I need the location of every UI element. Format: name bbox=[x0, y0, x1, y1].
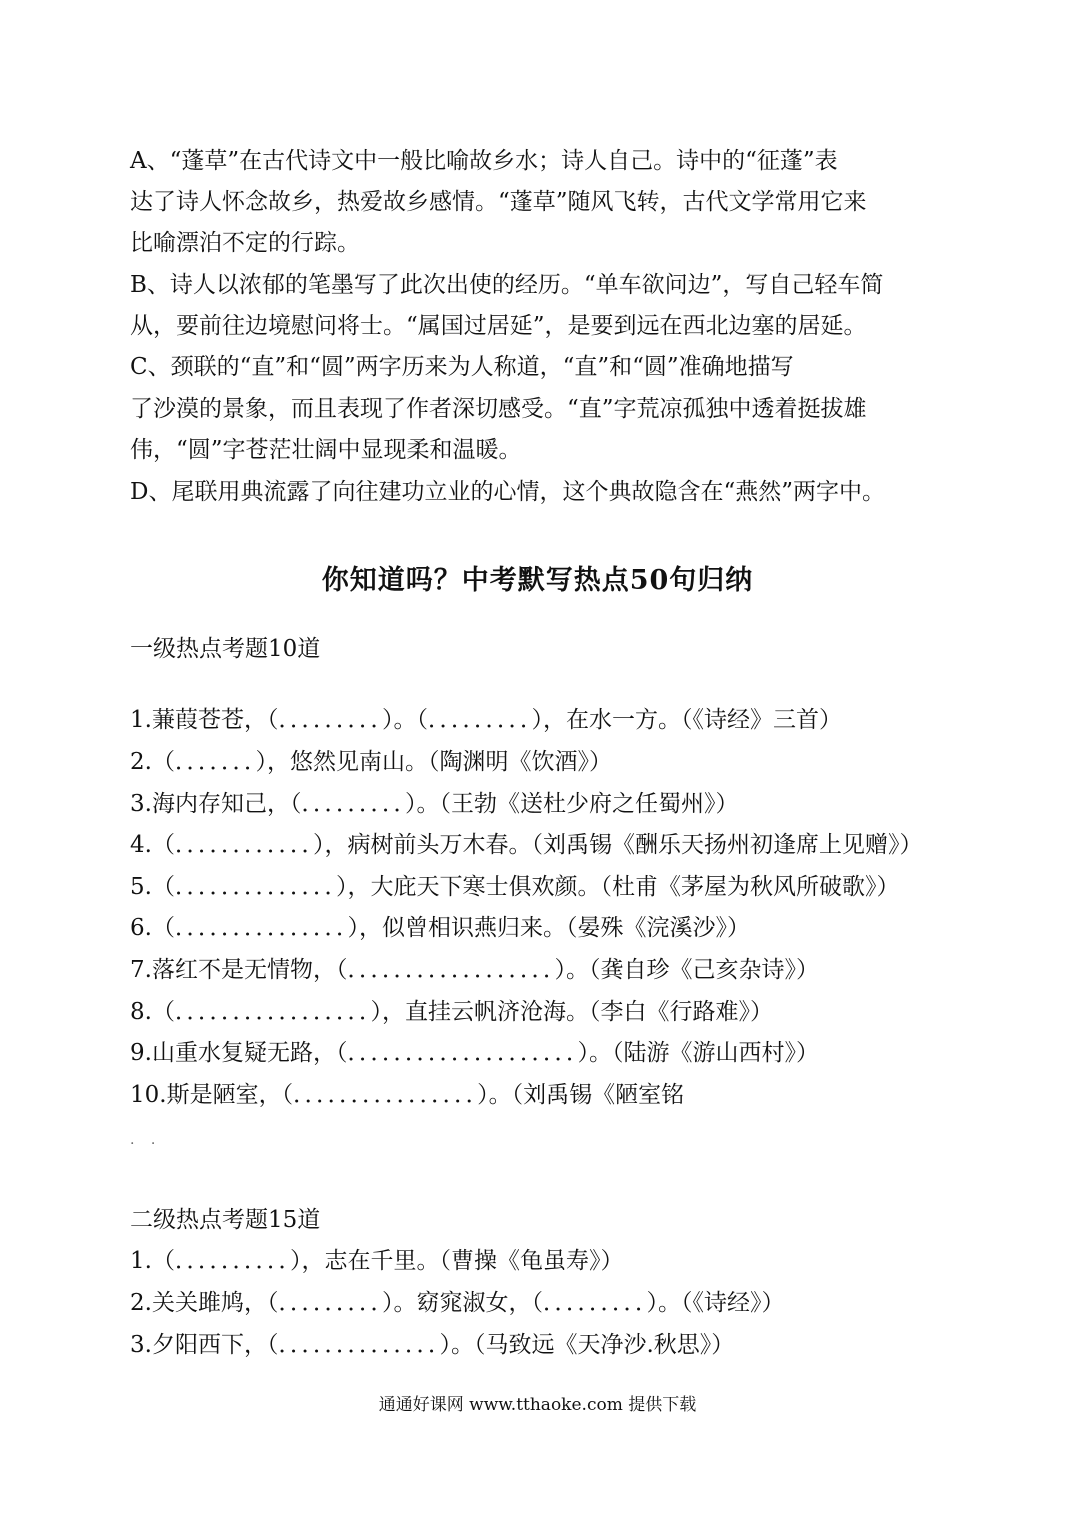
level1-item-8: 8.（．．．．．．．．．．．．．．．．．），直挂云帆济沧海。（李白《行路难》） bbox=[130, 999, 773, 1025]
option-line-4: B、诗人以浓郁的笔墨写了此次出使的经历。“单车欲问边”，写自己轻车简 bbox=[130, 272, 884, 298]
level1-item-3: 3.海内存知己，（．．．．．．．．．）。（王勃《送杜少府之任蜀州》） bbox=[130, 791, 739, 817]
level2-item-2: 2.关关雎鸠，（．．．．．．．．．）。窈窕淑女，（．．．．．．．．．）。（《诗经》） bbox=[130, 1290, 785, 1316]
option-line-6: C、颈联的“直”和“圆”两字历来为人称道，“直”和“圆”准确地描写 bbox=[130, 354, 794, 380]
footer-credit: 通通好课网 www.tthaoke.com 提供下载 bbox=[378, 1395, 697, 1415]
page-title: 你知道吗？中考默写热点50句归纳 bbox=[321, 565, 754, 596]
level1-item-2: 2.（．．．．．．．），悠然见南山。（陶渊明《饮酒》） bbox=[130, 749, 612, 775]
option-line-7: 了沙漠的景象，而且表现了作者深切感受。“直”字荒凉孤独中透着挺拔雄 bbox=[130, 396, 867, 422]
option-line-2: 达了诗人怀念故乡，热爱故乡感情。“蓬草”随风飞转，古代文学常用它来 bbox=[130, 189, 867, 215]
level1-heading: 一级热点考题10道 bbox=[130, 636, 321, 662]
stray-dots: . . bbox=[130, 1132, 162, 1148]
level2-item-3: 3.夕阳西下，（．．．．．．．．．．．．．．）。（马致远《天净沙.秋思》） bbox=[130, 1332, 735, 1358]
option-line-8: 伟，“圆”字苍茫壮阔中显现柔和温暖。 bbox=[130, 437, 522, 463]
level1-item-10: 10.斯是陋室，（．．．．．．．．．．．．．．．．）。（刘禹锡《陋室铭 bbox=[130, 1082, 685, 1108]
option-line-1: A、“蓬草”在古代诗文中一般比喻故乡水；诗人自己。诗中的“征蓬”表 bbox=[130, 148, 838, 174]
level1-item-5: 5.（．．．．．．．．．．．．．．），大庇天下寒士俱欢颜。（杜甫《茅屋为秋风所破歌》） bbox=[130, 874, 900, 900]
option-line-5: 从，要前往边境慰问将士。“属国过居延”，是要到远在西北边塞的居延。 bbox=[130, 313, 867, 339]
level1-item-9: 9.山重水复疑无路，（．．．．．．．．．．．．．．．．．．．．）。（陆游《游山西村》） bbox=[130, 1040, 819, 1066]
level2-item-1: 1.（．．．．．．．．．．），志在千里。（曹操《龟虽寿》） bbox=[130, 1248, 624, 1274]
level2-heading: 二级热点考题15道 bbox=[130, 1207, 321, 1233]
option-line-3: 比喻漂泊不定的行踪。 bbox=[130, 230, 360, 256]
level1-item-1: 1.蒹葭苍苍，（．．．．．．．．．）。（．．．．．．．．．），在水一方。（《诗经》三首） bbox=[130, 707, 842, 733]
level1-item-6: 6.（．．．．．．．．．．．．．．．），似曾相识燕归来。（晏殊《浣溪沙》） bbox=[130, 915, 750, 941]
option-line-9: D、尾联用典流露了向往建功立业的心情，这个典故隐含在“燕然”两字中。 bbox=[130, 479, 885, 505]
level1-item-7: 7.落红不是无情物，（．．．．．．．．．．．．．．．．．．）。（龚自珍《己亥杂诗》） bbox=[130, 957, 819, 983]
level1-item-4: 4.（．．．．．．．．．．．．），病树前头万木春。（刘禹锡《酬乐天扬州初逢席上见赠》） bbox=[130, 832, 923, 858]
